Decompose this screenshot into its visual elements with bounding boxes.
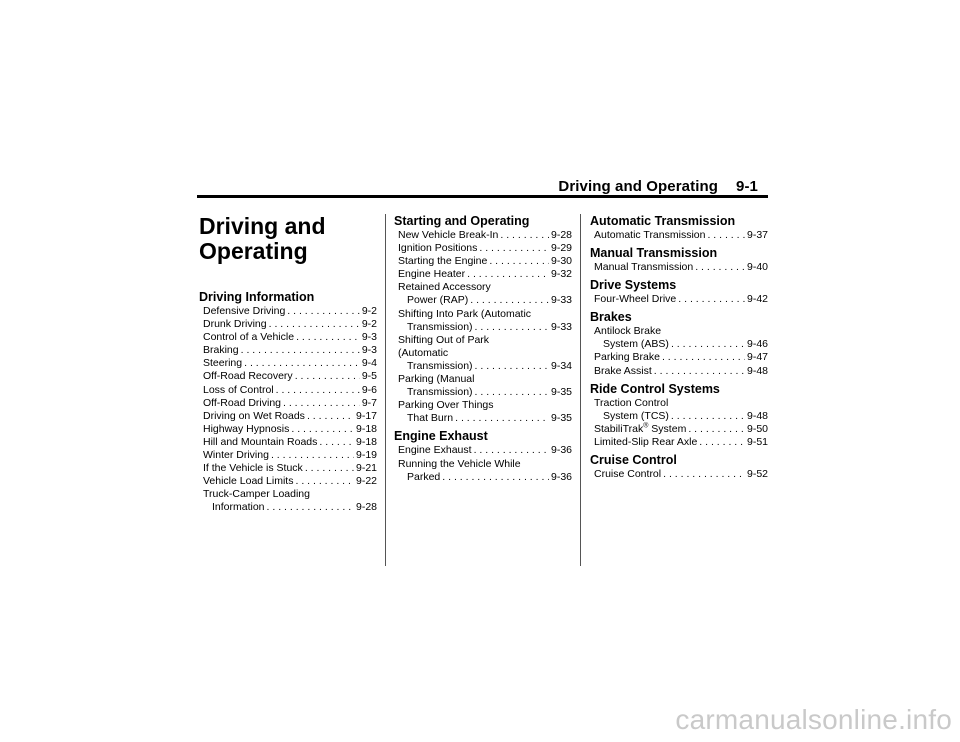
toc-section (590, 382, 768, 449)
entry-page-number: 9-37 (746, 229, 768, 241)
entry-page-number: 9-18 (355, 422, 377, 435)
entry-label (203, 318, 267, 331)
toc-entry[interactable] (203, 423, 377, 436)
entry-label-text: Vehicle Load Limits (203, 475, 294, 488)
dot-leader (707, 229, 745, 242)
entry-page-number: 9-2 (361, 318, 377, 331)
entry-line (594, 365, 768, 378)
entry-line (398, 360, 572, 373)
dot-leader (295, 475, 354, 488)
entry-label-text: Starting the Engine (398, 255, 488, 268)
entry-label-text: Loss of Control (203, 383, 274, 396)
toc-entry[interactable] (203, 318, 377, 331)
toc-entry[interactable] (594, 229, 768, 242)
entry-line (398, 294, 572, 307)
toc-entry[interactable] (594, 293, 768, 306)
entry-label-text: New Vehicle Break-In (398, 229, 499, 241)
toc-section (394, 429, 572, 483)
entry-page-number: 9-29 (550, 242, 572, 255)
entry-label-text: System (TCS) (603, 409, 669, 422)
dot-leader (305, 462, 354, 475)
entry-label-text: Highway Hypnosis (203, 422, 290, 435)
watermark: carmanualsonline.info (675, 704, 952, 735)
entry-page-number: 9-35 (550, 412, 572, 425)
entry-page-number: 9-40 (746, 261, 768, 274)
entry-page-number: 9-52 (746, 468, 768, 481)
toc-entry[interactable] (594, 397, 768, 423)
toc-entry-list (590, 229, 768, 242)
toc-section (199, 290, 377, 515)
dot-leader (678, 293, 745, 306)
entry-label (594, 351, 660, 364)
entry-label-prefix: Parking Over Things (398, 399, 494, 412)
entry-label (594, 261, 693, 274)
entry-line (203, 423, 377, 436)
entry-label-prefix: Antilock Brake (594, 325, 662, 338)
entry-label (407, 294, 468, 307)
entry-line (398, 229, 572, 242)
entry-label (407, 321, 473, 334)
entry-line (594, 468, 768, 481)
entry-line (398, 471, 572, 484)
toc-entry[interactable] (398, 458, 572, 484)
entry-page-number: 9-21 (355, 462, 377, 475)
entry-page-number: 9-35 (550, 386, 572, 399)
toc-entry[interactable] (203, 305, 377, 318)
chapter-title-line-2: Operating (199, 238, 308, 264)
dot-leader (244, 357, 360, 370)
entry-page-number: 9-42 (746, 293, 768, 306)
dot-leader (662, 351, 745, 364)
section-heading: Cruise Control (590, 453, 677, 468)
toc-entry[interactable] (594, 261, 768, 274)
entry-page-number: 9-28 (550, 229, 572, 241)
dot-leader (295, 370, 360, 383)
entry-label (594, 436, 697, 449)
entry-line (594, 351, 768, 364)
toc-entry[interactable] (203, 397, 377, 410)
dot-leader (283, 397, 360, 410)
toc-entry[interactable] (398, 308, 572, 334)
entry-label (398, 229, 498, 242)
dot-leader (470, 294, 549, 307)
toc-entry[interactable] (203, 331, 377, 344)
dot-leader (688, 423, 745, 436)
entry-label (203, 475, 293, 488)
entry-line (594, 338, 768, 351)
toc-entry-list (590, 261, 768, 274)
entry-line (398, 444, 572, 457)
entry-line (398, 386, 572, 399)
toc-entry-list (590, 325, 768, 377)
entry-page-number: 9-5 (361, 370, 377, 383)
dot-leader (699, 436, 745, 449)
chapter-title (199, 214, 377, 264)
entry-label-text: Manual Transmission (594, 261, 694, 274)
toc-entry[interactable] (203, 344, 377, 357)
dot-leader (307, 410, 354, 423)
entry-label-text: Brake Assist (594, 364, 652, 377)
entry-label-text: Winter Driving (203, 449, 269, 462)
entry-line (594, 410, 768, 423)
entry-page-number: 9-47 (746, 351, 768, 364)
entry-label (398, 242, 477, 255)
dot-leader (500, 229, 549, 242)
entry-label-text: Braking (203, 344, 239, 357)
entry-line (203, 436, 377, 449)
toc-entry[interactable] (594, 351, 768, 364)
entry-line (203, 305, 377, 318)
entry-label-text: Driving on Wet Roads (203, 409, 305, 422)
dot-leader (654, 365, 745, 378)
entry-label (594, 293, 676, 306)
entry-label-text: Transmission) (407, 359, 473, 372)
entry-line (203, 462, 377, 475)
entry-page-number: 9-51 (746, 435, 768, 448)
toc-entry-list (394, 444, 572, 483)
toc-entry[interactable] (594, 436, 768, 449)
entry-page-number: 9-33 (550, 320, 572, 333)
entry-line (203, 475, 377, 488)
dot-leader (479, 242, 549, 255)
entry-line (203, 397, 377, 410)
toc-entry[interactable] (203, 449, 377, 462)
entry-line (203, 344, 377, 357)
entry-line (203, 331, 377, 344)
entry-label (603, 410, 669, 423)
entry-label-text: StabiliTrak (594, 422, 644, 435)
entry-label-text: Steering (203, 357, 243, 370)
toc-entry[interactable] (398, 281, 572, 307)
entry-label (203, 462, 303, 475)
toc-entry[interactable] (203, 357, 377, 370)
entry-label-text: Hill and Mountain Roads (203, 435, 318, 448)
entry-line (594, 436, 768, 449)
entry-page-number: 9-34 (550, 359, 572, 372)
entry-label-prefix: Parking (Manual (398, 373, 475, 386)
entry-label (203, 410, 305, 423)
toc-entry[interactable] (203, 370, 377, 383)
registered-mark: ® (643, 422, 649, 430)
header-page-number: 9-1 (736, 178, 758, 195)
toc-entry[interactable] (398, 399, 572, 425)
section-heading: Starting and Operating (394, 214, 530, 228)
dot-leader (475, 386, 549, 399)
toc-entry-list (199, 305, 377, 515)
entry-label-suffix: System (648, 422, 687, 435)
entry-label (203, 344, 239, 357)
entry-line (594, 261, 768, 274)
toc-entry[interactable] (203, 436, 377, 449)
toc-section (590, 453, 768, 481)
header-rule (197, 195, 768, 198)
section-heading: Ride Control Systems (590, 381, 720, 396)
dot-leader (296, 331, 360, 344)
entry-page-number: 9-48 (746, 364, 768, 377)
entry-label (212, 501, 265, 514)
entry-page-number: 9-3 (361, 344, 377, 357)
toc-entry[interactable] (398, 255, 572, 268)
entry-line (594, 423, 768, 436)
entry-label-prefix: Traction Control (594, 396, 669, 409)
entry-line (203, 501, 377, 514)
entry-line (203, 318, 377, 331)
entry-label-text: Control of a Vehicle (203, 331, 295, 344)
entry-label (203, 449, 269, 462)
entry-label (203, 370, 293, 383)
toc-entry[interactable] (203, 410, 377, 423)
entry-label (398, 268, 465, 281)
entry-label (594, 423, 686, 436)
toc-entry[interactable] (398, 373, 572, 399)
entry-label-text: System (ABS) (603, 338, 669, 351)
entry-label-text: Defensive Driving (203, 305, 286, 317)
dot-leader (287, 305, 360, 318)
entry-label (407, 471, 440, 484)
entry-label-text: Limited-Slip Rear Axle (594, 435, 698, 448)
entry-page-number: 9-22 (355, 475, 377, 488)
entry-label-text: Engine Exhaust (398, 444, 472, 457)
entry-line (203, 449, 377, 462)
entry-page-number: 9-6 (361, 383, 377, 396)
entry-label-prefix: Running the Vehicle While (398, 457, 521, 470)
toc-entry-list (590, 468, 768, 481)
entry-label-text: Drunk Driving (203, 318, 267, 331)
dot-leader (276, 384, 360, 397)
entry-label-text: Automatic Transmission (594, 229, 706, 241)
entry-label (203, 436, 317, 449)
entry-label-text: Power (RAP) (407, 294, 469, 307)
toc-entry-list (590, 293, 768, 306)
entry-page-number: 9-19 (355, 449, 377, 462)
toc-entry[interactable] (398, 334, 572, 373)
toc-entry[interactable] (398, 242, 572, 255)
entry-line (398, 268, 572, 281)
toc-entry[interactable] (398, 444, 572, 457)
header-title: Driving and Operating (558, 178, 719, 195)
entry-line (203, 357, 377, 370)
entry-label (203, 305, 285, 318)
entry-page-number: 9-18 (355, 435, 377, 448)
toc-section (590, 278, 768, 306)
entry-label (407, 360, 473, 373)
entry-line (203, 370, 377, 383)
toc-section (590, 310, 768, 377)
toc-entry[interactable] (203, 384, 377, 397)
entry-label-text: That Burn (407, 412, 454, 425)
entry-label (594, 468, 661, 481)
entry-label-text: Off-Road Recovery (203, 370, 293, 383)
section-heading: Engine Exhaust (394, 429, 488, 444)
toc-entry[interactable] (203, 462, 377, 475)
dot-leader (489, 255, 549, 268)
entry-label-prefix: Shifting Out of Park (398, 333, 490, 346)
entry-page-number: 9-48 (746, 409, 768, 422)
section-heading: Automatic Transmission (590, 214, 736, 228)
page-header (558, 178, 758, 195)
column-divider (385, 214, 386, 566)
dot-leader (269, 318, 360, 331)
section-heading: Drive Systems (590, 278, 677, 293)
entry-label-text: Cruise Control (594, 468, 662, 481)
entry-label (594, 365, 652, 378)
toc-section (394, 214, 572, 425)
section-heading: Brakes (590, 310, 632, 325)
entry-page-number: 9-36 (550, 444, 572, 457)
entry-page-number: 9-2 (361, 305, 377, 317)
entry-label (203, 384, 274, 397)
dot-leader (291, 423, 354, 436)
entry-label (603, 338, 669, 351)
dot-leader (455, 412, 549, 425)
entry-label (398, 255, 487, 268)
entry-label-prefix: (Automatic (398, 346, 449, 359)
entry-label (203, 357, 242, 370)
entry-label-text: Parking Brake (594, 351, 660, 364)
toc-entry[interactable] (594, 325, 768, 351)
entry-line (398, 255, 572, 268)
entry-page-number: 9-4 (361, 357, 377, 370)
entry-page-number: 9-28 (355, 501, 377, 514)
toc-section (590, 246, 768, 274)
entry-label-text: Four-Wheel Drive (594, 293, 677, 306)
column-divider (580, 214, 581, 566)
toc-entry[interactable] (594, 423, 768, 436)
toc-entry-list (394, 229, 572, 425)
entry-line (203, 410, 377, 423)
entry-label-prefix: Shifting Into Park (Automatic (398, 307, 532, 320)
entry-page-number: 9-36 (550, 470, 572, 483)
entry-label-text: Off-Road Driving (203, 396, 282, 409)
toc-entry[interactable] (398, 268, 572, 281)
dot-leader (671, 338, 745, 351)
entry-page-number: 9-7 (361, 396, 377, 409)
toc-column-1 (199, 214, 377, 519)
toc-column-2 (394, 214, 572, 488)
entry-label-text: Parked (407, 470, 441, 483)
chapter-title-line-1: Driving and (199, 213, 326, 239)
entry-label-text: Information (212, 501, 265, 514)
dot-leader (319, 436, 354, 449)
dot-leader (695, 261, 745, 274)
entry-label-text: Transmission) (407, 320, 473, 333)
toc-entry[interactable] (203, 488, 377, 514)
dot-leader (474, 444, 549, 457)
toc-entry[interactable] (203, 475, 377, 488)
dot-leader (475, 321, 549, 334)
entry-line (398, 412, 572, 425)
dot-leader (671, 410, 745, 423)
section-heading: Driving Information (199, 290, 315, 304)
entry-label (407, 412, 453, 425)
toc-entry[interactable] (594, 365, 768, 378)
dot-leader (475, 360, 549, 373)
entry-label-text: Engine Heater (398, 268, 466, 281)
entry-label (594, 229, 705, 242)
entry-line (398, 242, 572, 255)
entry-page-number: 9-17 (355, 409, 377, 422)
dot-leader (467, 268, 549, 281)
entry-line (594, 229, 768, 242)
entry-page-number: 9-46 (746, 338, 768, 351)
entry-line (594, 293, 768, 306)
dot-leader (663, 468, 745, 481)
toc-entry[interactable] (398, 229, 572, 242)
entry-label-text: Transmission) (407, 386, 473, 399)
entry-label-text: Ignition Positions (398, 242, 478, 255)
dot-leader (271, 449, 354, 462)
entry-label (203, 397, 281, 410)
toc-column-3 (590, 214, 768, 485)
entry-page-number: 9-33 (550, 294, 572, 307)
entry-label (203, 423, 289, 436)
entry-page-number: 9-32 (550, 268, 572, 281)
entry-label-text: If the Vehicle is Stuck (203, 462, 303, 475)
entry-line (398, 321, 572, 334)
entry-label-prefix: Retained Accessory (398, 281, 491, 294)
dot-leader (442, 471, 549, 484)
dot-leader (267, 501, 354, 514)
section-heading: Manual Transmission (590, 246, 718, 261)
entry-page-number: 9-3 (361, 331, 377, 344)
entry-label (398, 444, 472, 457)
toc-entry[interactable] (594, 468, 768, 481)
entry-label (407, 386, 473, 399)
entry-label-prefix: Truck-Camper Loading (203, 488, 310, 501)
dot-leader (241, 344, 360, 357)
entry-page-number: 9-50 (746, 422, 768, 435)
entry-line (203, 384, 377, 397)
toc-entry-list (590, 397, 768, 449)
entry-page-number: 9-30 (550, 255, 572, 268)
entry-label (203, 331, 294, 344)
toc-section (590, 214, 768, 242)
